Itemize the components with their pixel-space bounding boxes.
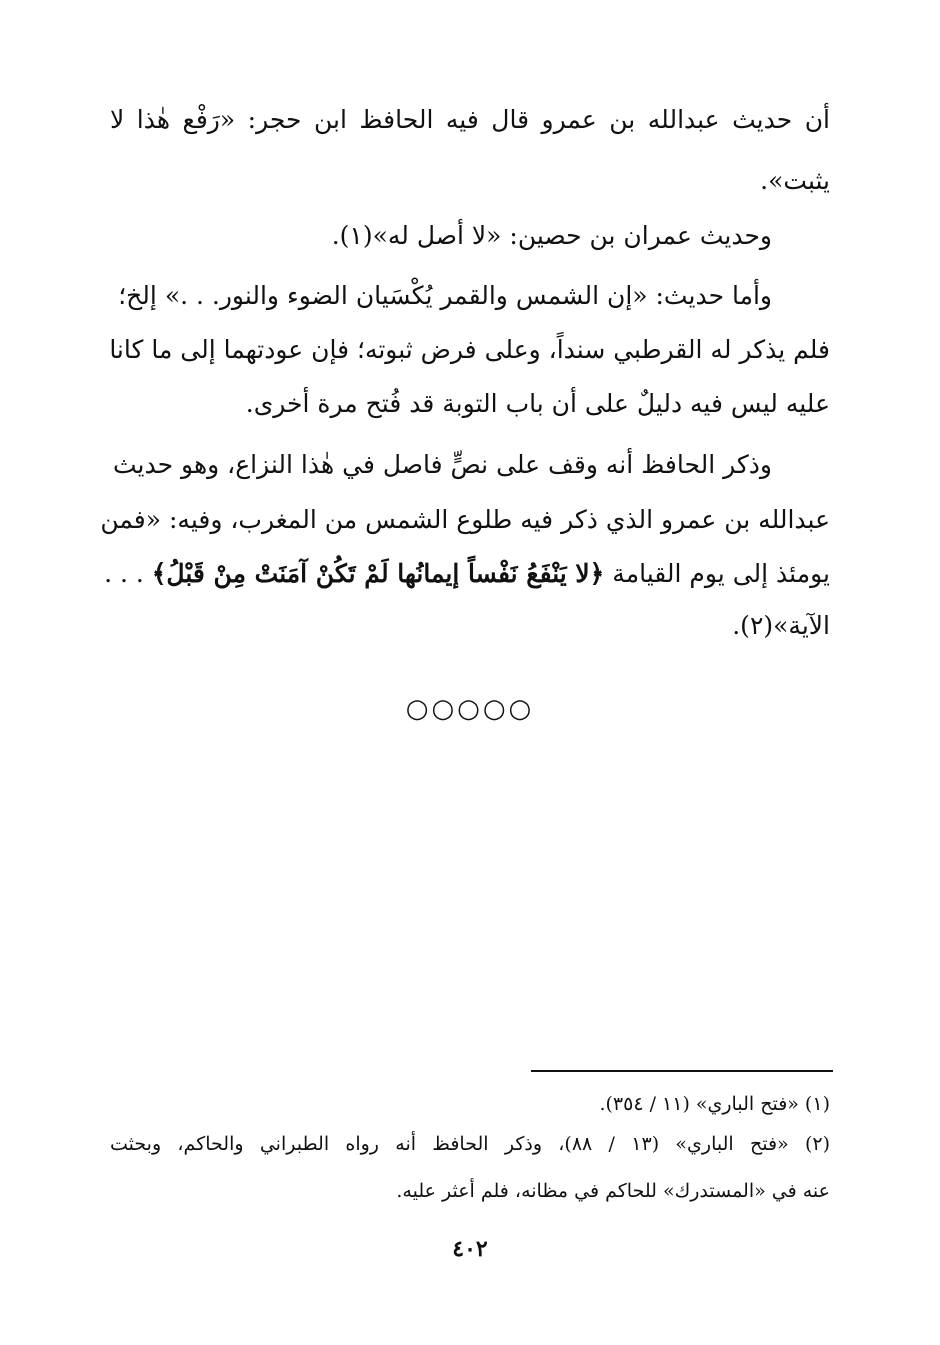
quran-verse: ﴿لا يَنْفَعُ نَفْساً إيمانُها لَمْ تَكُنْ آمَنَتْ مِنْ قَبْلُ﴾ [151, 559, 605, 588]
footnote-separator-rule [531, 1070, 833, 1072]
paragraph-3-line-2: فلم يذكر له القرطبي سنداً، وعلى فرض ثبوته؛ فإن عودتهما إلى ما كانا [109, 335, 830, 364]
footnote-2-line-2: عنه في «المستدرك» للحاكم في مظانه، فلم أعثر عليه. [396, 1180, 830, 1202]
footnote-2-line-1: (٢) «فتح الباري» (١٣ / ٨٨)، وذكر الحافظ أنه رواه الطبراني والحاكم، وبحثت [110, 1133, 830, 1155]
paragraph-3-line-3: عليه ليس فيه دليلٌ على أن باب التوبة قد فُتح مرة أخرى. [245, 389, 830, 418]
paragraph-4-line-3-ellipsis: . . . [104, 559, 144, 588]
paragraph-1-line-1: أن حديث عبدالله بن عمرو قال فيه الحافظ ابن حجر: «رَفْع هٰذا لا [110, 105, 830, 134]
footnote-1: (١) «فتح الباري» (١١ / ٣٥٤). [599, 1093, 830, 1115]
section-separator-ornament: ○○○○○ [405, 694, 535, 724]
paragraph-1-line-2: يثبت». [760, 166, 830, 195]
paragraph-4-line-2: عبدالله بن عمرو الذي ذكر فيه طلوع الشمس من المغرب، وفيه: «فمن [100, 505, 830, 534]
paragraph-3-line-1: وأما حديث: «إن الشمس والقمر يُكْسَيان الضوء والنور. . .» إلخ؛ [118, 281, 772, 310]
paragraph-4-line-3 [104, 556, 830, 592]
paragraph-4-line-4: الآية»(٢). [732, 611, 830, 640]
paragraph-4-line-1: وذكر الحافظ أنه وقف على نصٍّ فاصل في هٰذا النزاع، وهو حديث [113, 450, 772, 479]
paragraph-4-line-3-text: يومئذ إلى يوم القيامة [612, 559, 830, 588]
paragraph-2-line-1: وحديث عمران بن حصين: «لا أصل له»(١). [331, 221, 772, 250]
page-number: ٤٠٢ [452, 1236, 488, 1262]
